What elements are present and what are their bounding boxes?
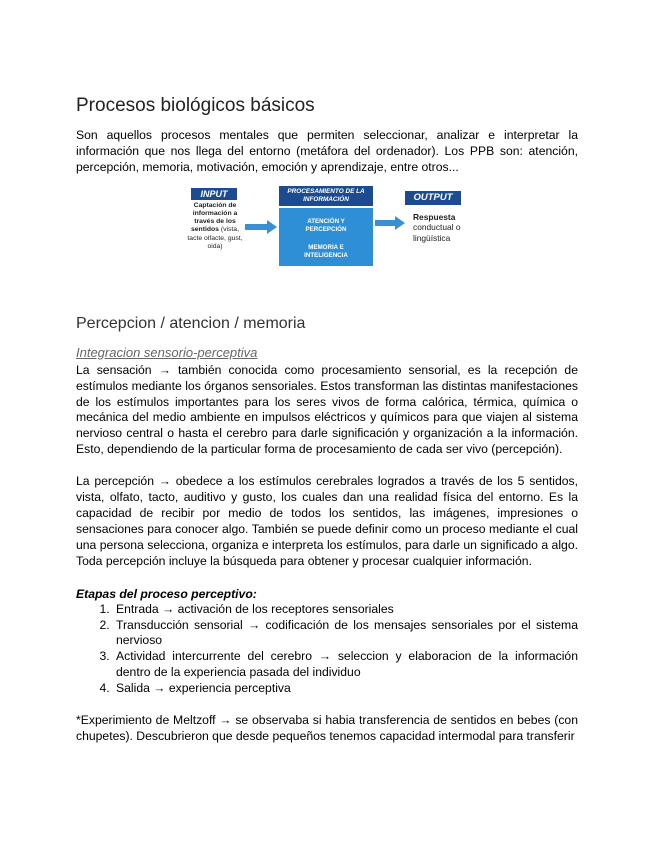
- diagram-memory-line-a: MEMORIA E: [308, 243, 344, 251]
- page-title: Procesos biológicos básicos: [76, 95, 315, 116]
- etapas-title: Etapas del proceso perceptivo:: [76, 586, 257, 601]
- diagram-processing-box: [279, 208, 373, 266]
- diagram-processing-group-1: [279, 218, 373, 234]
- diagram-output-bold: Respuesta: [413, 211, 456, 222]
- sensacion-paragraph: La sensación → también conocida como procesamiento sensorial, es la recepción de estímulos mediante los órganos sensoriales. Estos transforman las distintas manifestaciones de los estímulos importantes para los seres vivos de forma calórica, térmica, química o mecánica del medio ambiente en impulsos eléctricos y químicos para que viajen al sistema nervioso central o hasta el cerebro para darle significación y organización a la información. Esto, dependiendo de la particular forma de procesamiento de cada ser vivo (percepción).: [76, 362, 578, 457]
- percepcion-paragraph: La percepción → obedece a los estímulos cerebrales logrados a través de los 5 sentidos, vista, olfato, tacto, auditivo y gusto, los cuales dan una realidad física del entorno. Es la capacidad de recibir por medio de todos los sentidos, las imágenes, impresiones o sensaciones para conocer algo. También se puede definir como un proceso mediante el cual una persona selecciona, organiza e interpreta los estímulos, para darle un significado a algo. Toda percepción incluye la búsqueda para obtener y procesar cualquier información.: [76, 474, 578, 568]
- diagram-output-text: [413, 212, 473, 244]
- list-item: 2. Transducción sensorial → codificación de los mensajes sensoriales por el sistema nervioso: [113, 618, 578, 650]
- information-processing-diagram: [187, 186, 467, 270]
- footnote-paragraph: *Experimiento de Meltzoff → se observaba si habia transferencia de sentidos en bebes (con chupetes). Descubrieron que desde pequeños tenemos capacidad intermodal para transferir: [76, 713, 578, 743]
- diagram-output-label: OUTPUT: [405, 191, 461, 205]
- diagram-input-text-bold: Captación de información a través de los sentidos: [191, 201, 238, 234]
- diagram-input-text-rest: (vista, tacte olfacte, gust, oida): [187, 226, 243, 250]
- diagram-processing-group-2: [279, 244, 373, 260]
- arrow-right-icon: [375, 216, 405, 230]
- arrow-right-icon: [245, 220, 277, 234]
- section-title: Percepcion / atencion / memoria: [76, 314, 306, 332]
- diagram-output-rest: conductual o lingüística: [413, 222, 461, 243]
- list-item: 4. Salida → experiencia perceptiva: [113, 681, 578, 697]
- document-content: [76, 95, 578, 745]
- diagram-input-text: [187, 202, 243, 251]
- subheading: Integracion sensorio-perceptiva: [76, 344, 258, 360]
- diagram-processing-label: PROCESAMIENTO DE LA INFORMACIÓN: [279, 186, 373, 206]
- etapas-list: [76, 602, 578, 697]
- list-item: 3. Actividad intercurrente del cerebro → seleccion y elaboracion de la información dentro de la experiencia pasada del individuo: [113, 649, 578, 681]
- diagram-attention-line-b: PERCEPCIÓN: [305, 225, 347, 233]
- intro-paragraph: Son aquellos procesos mentales que permiten seleccionar, analizar e interpretar la información que nos llega del entorno (metáfora del ordenador). Los PPB son: atención, percepción, memoria, motivación, emoción y aprendizaje, entre otros...: [76, 128, 578, 174]
- diagram-memory-line-b: INTELIGENCIA: [304, 251, 348, 259]
- diagram-input-label: INPUT: [191, 188, 237, 200]
- diagram-attention-line-a: ATENCIÓN Y: [307, 217, 345, 225]
- list-item: 1. Entrada → activación de los receptores sensoriales: [113, 602, 578, 618]
